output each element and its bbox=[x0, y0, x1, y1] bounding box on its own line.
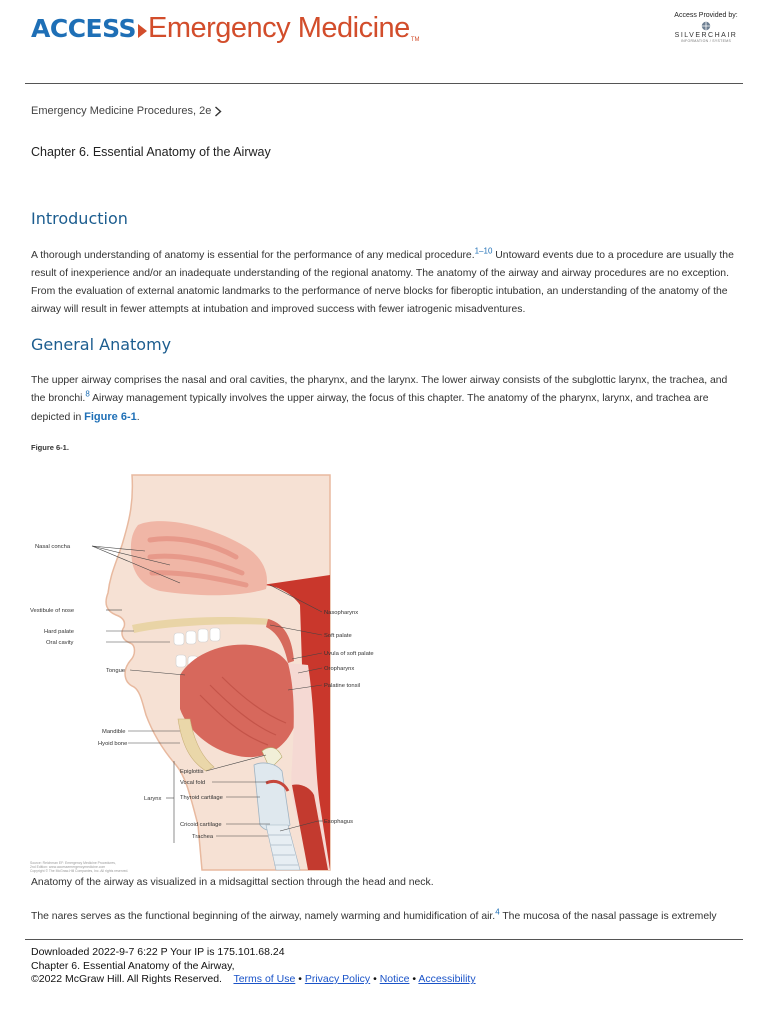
label-esophagus: Esophagus bbox=[324, 819, 354, 825]
breadcrumb-book-link[interactable]: Emergency Medicine Procedures, 2e bbox=[31, 105, 212, 117]
terms-of-use-link[interactable]: Terms of Use bbox=[233, 973, 296, 985]
svg-text:Source: Reichman EF: Emergency: Source: Reichman EF: Emergency Medicine Procedures, bbox=[30, 861, 116, 865]
page-header bbox=[0, 0, 768, 84]
label-oropharynx: Oropharynx bbox=[324, 666, 355, 672]
svg-text:Copyright © The McGraw-Hill Co: Copyright © The McGraw-Hill Companies, Inc. All rights reserved. bbox=[30, 869, 129, 873]
reference-link[interactable]: 4 bbox=[495, 907, 500, 917]
label-nasal-concha: Nasal concha bbox=[35, 544, 71, 550]
label-cricoid-cartilage: Cricoid cartilage bbox=[180, 822, 222, 828]
footer-divider bbox=[25, 939, 743, 940]
footer-chapter: Chapter 6. Essential Anatomy of the Airway, bbox=[31, 959, 235, 972]
figure-link[interactable]: Figure 6-1 bbox=[84, 411, 137, 423]
general-anatomy-paragraph: The upper airway comprises the nasal and oral cavities, the pharynx, and the larynx. The lower airway consists of the subglottic larynx, the trachea, and the bronchi.$^8$ Airway management typically involves the upper airway, the focus of this chapter. The anatomy of the pharynx, larynx, and trachea are depicted in Figure 6-1. bbox=[31, 375, 728, 423]
provider-subtitle: INFORMATION / SYSTEMS bbox=[680, 39, 732, 43]
silverchair-logo-icon bbox=[700, 21, 712, 31]
figure-label: Figure 6-1. bbox=[31, 443, 69, 452]
breadcrumb bbox=[31, 105, 222, 117]
label-soft-palate: Soft palate bbox=[324, 633, 352, 639]
provider-name: SILVERCHAIR bbox=[674, 32, 738, 39]
general-anatomy-heading: General Anatomy bbox=[31, 335, 172, 354]
svg-text:2nd Edition: www.accessemergen: 2nd Edition: www.accessemergencymedicine.com bbox=[30, 865, 106, 869]
label-larynx: Larynx bbox=[144, 796, 162, 802]
page-footer bbox=[31, 946, 476, 987]
footer-links-row: ©2022 McGraw Hill. All Rights Reserved. Terms of Use • Privacy Policy • Notice • Accessibility bbox=[31, 973, 476, 985]
header-divider bbox=[25, 83, 743, 84]
label-mandible: Mandible bbox=[102, 729, 126, 735]
nares-paragraph: The nares serves as the functional beginning of the airway, namely warming and humidification of air.$^4$ The mucosa of the nasal passage is extremely bbox=[31, 907, 717, 922]
introduction-paragraph: A thorough understanding of anatomy is essential for the performance of any medical procedure.$^{1-10}$ Untoward events due to a procedure are usually the result of inexperience and/or an inadequate understanding of the regional anatomy. The anatomy of the airway and airway procedures are no exception. From the evaluation of external anatomic landmarks to the performance of nerve blocks for fiberoptic intubation, an understanding of the anatomy of the airway will result in fewer attempts at intubation and improved success with fewer iatrogenic misadventures. bbox=[31, 246, 734, 315]
logo-arrow-icon bbox=[138, 24, 147, 38]
logo-access-text: ACCESS bbox=[31, 14, 137, 43]
provider-label: Access Provided by: bbox=[674, 12, 738, 19]
label-vestibule-of-nose: Vestibule of nose bbox=[30, 608, 75, 614]
logo-trademark: TM bbox=[410, 37, 420, 43]
label-uvula-of-soft-palate: Uvula of soft palate bbox=[324, 651, 374, 657]
label-thyroid-cartilage: Thyroid cartilage bbox=[180, 795, 223, 801]
introduction-heading: Introduction bbox=[31, 209, 128, 228]
label-palatine-tonsil: Palatine tonsil bbox=[324, 683, 361, 689]
accessibility-link[interactable]: Accessibility bbox=[418, 973, 476, 985]
chevron-right-icon[interactable] bbox=[214, 106, 222, 117]
logo-emergency-medicine-text: Emergency Medicine bbox=[148, 12, 410, 44]
reference-link[interactable]: 1–10 bbox=[474, 246, 493, 256]
access-emergency-medicine-logo[interactable] bbox=[31, 14, 419, 43]
label-hard-palate: Hard palate bbox=[44, 629, 74, 635]
access-provider bbox=[668, 12, 744, 43]
label-epiglottis: Epiglottis bbox=[180, 769, 204, 775]
label-nasopharynx: Nasopharynx bbox=[324, 610, 359, 616]
figure-caption: Anatomy of the airway as visualized in a midsagittal section through the head and neck. bbox=[31, 877, 434, 888]
label-trachea: Trachea bbox=[192, 834, 214, 840]
label-vocal-fold: Vocal fold bbox=[180, 780, 206, 786]
privacy-policy-link[interactable]: Privacy Policy bbox=[304, 973, 371, 985]
label-tongue: Tongue bbox=[106, 668, 126, 674]
copyright-text: ©2022 McGraw Hill. All Rights Reserved. bbox=[31, 973, 222, 985]
download-info: Downloaded 2022-9-7 6:22 P Your IP is 175.101.68.24 bbox=[31, 946, 285, 958]
figure-source-credit bbox=[30, 861, 128, 873]
airway-anatomy-figure[interactable] bbox=[30, 465, 410, 875]
reference-link[interactable]: 8 bbox=[85, 389, 90, 399]
notice-link[interactable]: Notice bbox=[379, 973, 410, 985]
chapter-title: Chapter 6. Essential Anatomy of the Airway bbox=[31, 145, 271, 159]
label-oral-cavity: Oral cavity bbox=[46, 640, 74, 646]
label-hyoid-bone: Hyoid bone bbox=[98, 741, 128, 747]
